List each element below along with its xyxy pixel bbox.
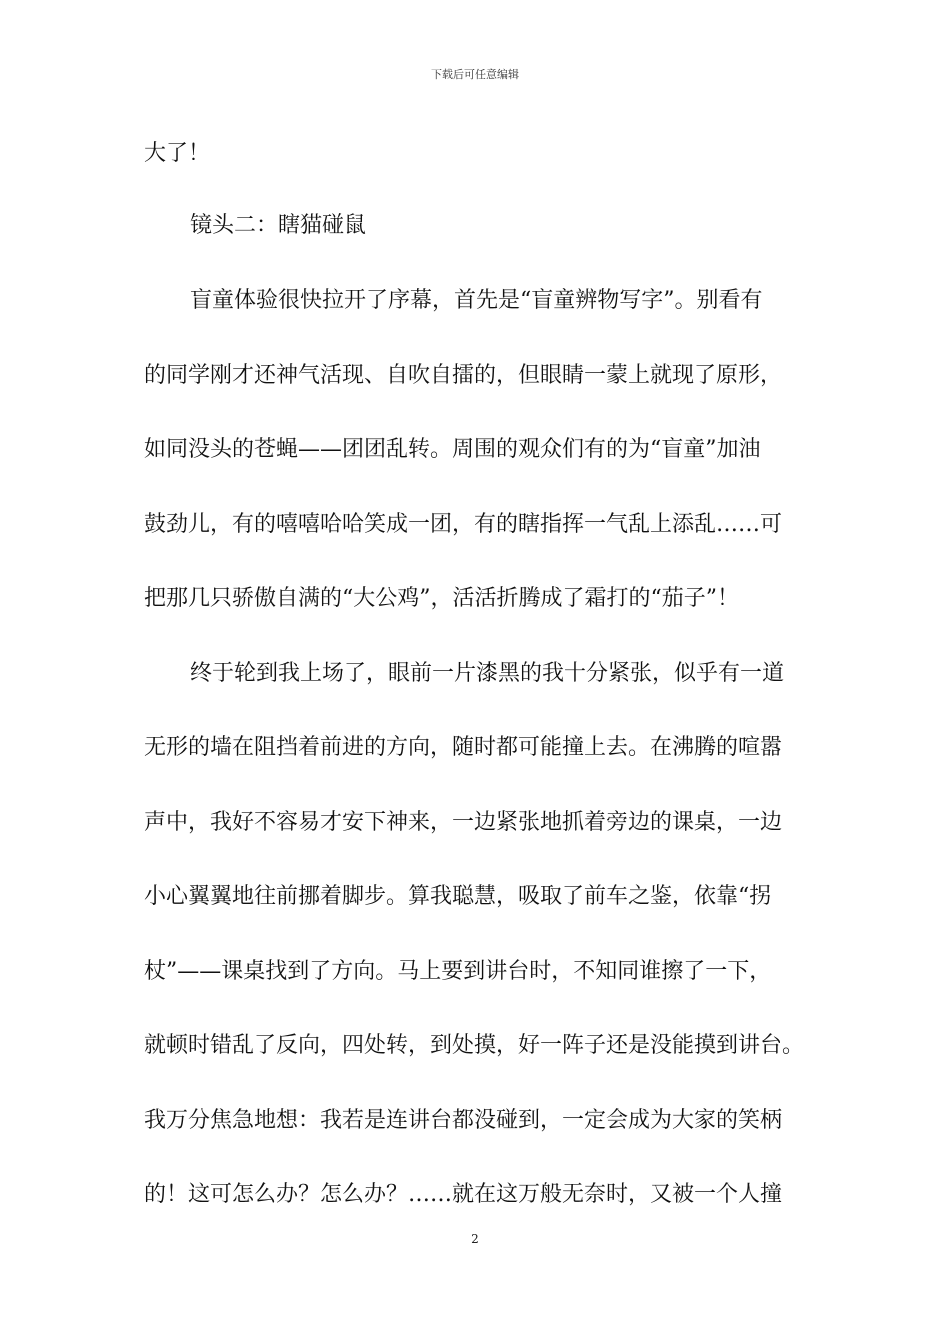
paragraph-line: 就顿时错乱了反向，四处转，到处摸，好一阵子还是没能摸到讲台。 [144, 1033, 805, 1058]
paragraph-line: 小心翼翼地往前挪着脚步。算我聪慧，吸取了前车之鉴，依靠“拐 [144, 884, 772, 909]
paragraph-line: 终于轮到我上场了，眼前一片漆黑的我十分紧张，似乎有一道 [190, 661, 785, 686]
paragraph-line: 把那几只骄傲自满的“大公鸡”，活活折腾成了霜打的“茄子”！ [144, 586, 739, 611]
paragraph-line: 如同没头的苍蝇——团团乱转。周围的观众们有的为“盲童”加油 [144, 437, 761, 462]
page-header: 下载后可任意编辑 [431, 68, 519, 81]
page-number: 2 [471, 1232, 479, 1246]
paragraph-line: 我万分焦急地想：我若是连讲台都没碰到，一定会成为大家的笑柄 [144, 1108, 783, 1133]
paragraph-line: 无形的墙在阻挡着前进的方向，随时都可能撞上去。在沸腾的喧嚣 [144, 735, 783, 760]
paragraph-line: 声中，我好不容易才安下神来，一边紧张地抓着旁边的课桌，一边 [144, 810, 783, 835]
paragraph-line: 杖”——课桌找到了方向。马上要到讲台时，不知同谁擦了一下， [144, 959, 772, 984]
section-heading: 镜头二：瞎猫碰鼠 [190, 213, 367, 238]
text-line: 大了！ [144, 141, 211, 166]
paragraph-line: 的！这可怎么办？怎么办？……就在这万般无奈时，又被一个人撞 [144, 1182, 783, 1207]
paragraph-line: 盲童体验很快拉开了序幕，首先是“盲童辨物写字”。别看有 [190, 288, 763, 313]
paragraph-line: 鼓劲儿，有的嘻嘻哈哈笑成一团，有的瞎指挥一气乱上添乱……可 [144, 512, 783, 537]
paragraph-line: 的同学刚才还神气活现、自吹自擂的，但眼睛一蒙上就现了原形， [144, 363, 783, 388]
